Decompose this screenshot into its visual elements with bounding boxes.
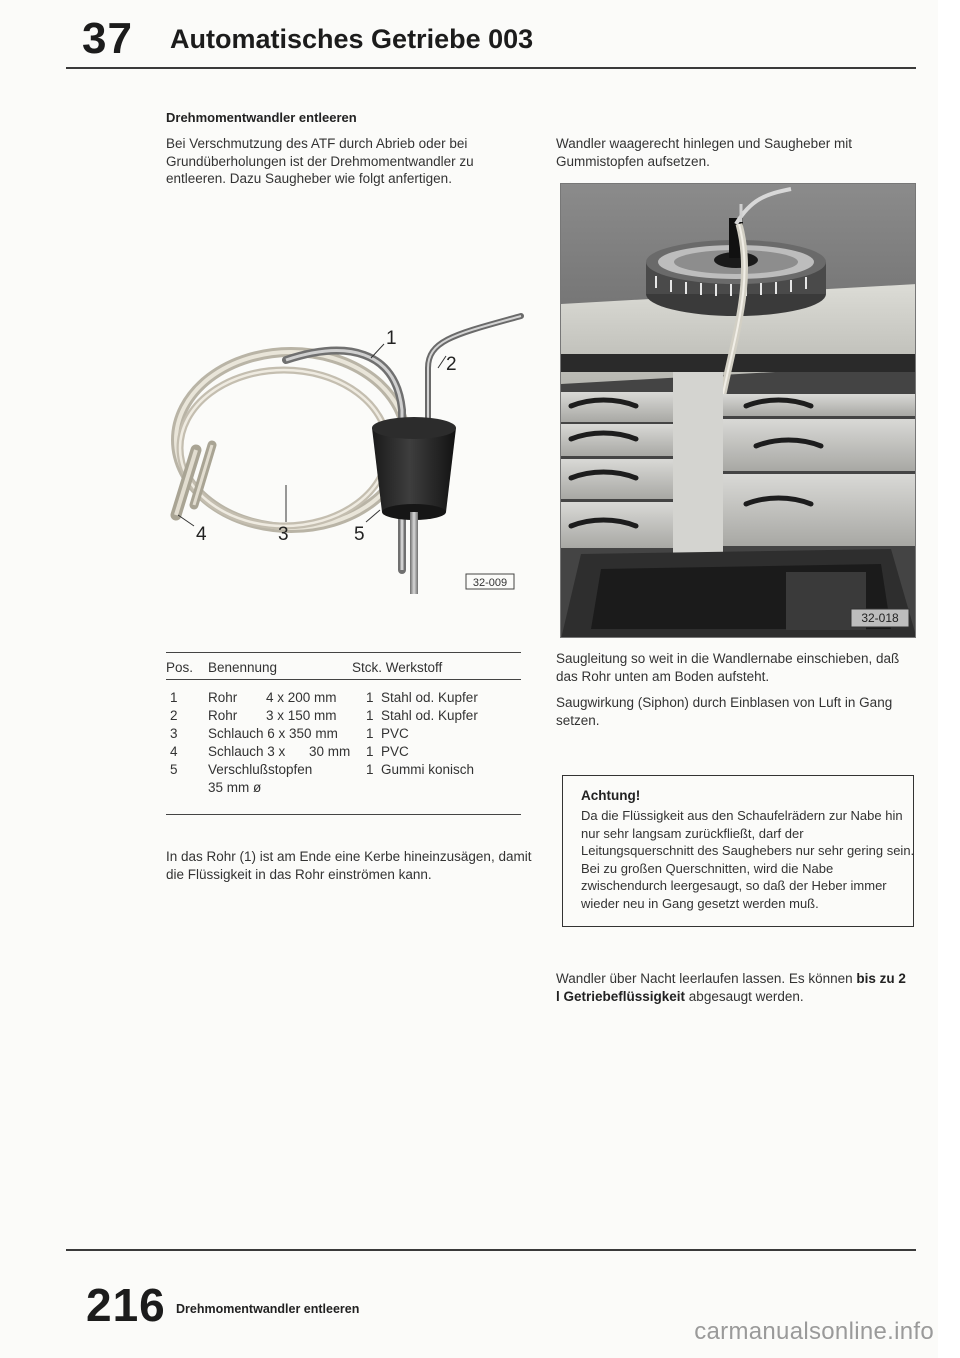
table-row: [166, 690, 521, 707]
table-header-pos: Pos.: [166, 660, 194, 675]
row-dim: 4 x 200 mm: [266, 690, 337, 705]
row-qty: 1: [366, 762, 374, 777]
row-name: Verschlußstopfen: [208, 762, 313, 777]
hose-loop: [176, 352, 406, 528]
intro-paragraph: Bei Verschmutzung des ATF durch Abrieb oder bei Grundüberholungen ist der Drehmomentwandler zu entleeren. Dazu Saugheber wie folgt anfertigen.: [166, 136, 474, 186]
row-material: PVC: [381, 726, 409, 741]
right-paragraph-1: Wandler waagerecht hinlegen und Saugheber mit Gummistopfen aufsetzen.: [556, 136, 852, 169]
row-pos: 4: [170, 744, 178, 759]
figure1-code: 32-009: [472, 577, 508, 589]
callout-3: 3: [278, 524, 289, 545]
footer-title: Drehmomentwandler entleeren: [176, 1302, 360, 1316]
right-paragraph-4-pre: Wandler über Nacht leerlaufen lassen. Es können: [556, 971, 857, 986]
row-qty: 1: [366, 726, 374, 741]
table-row: [166, 762, 521, 779]
notch-paragraph: In das Rohr (1) ist am Ende eine Kerbe hineinzusägen, damit die Flüssigkeit in das Rohr einströmen kann.: [166, 849, 532, 882]
table-header-qty-material: Stck. Werkstoff: [352, 660, 443, 675]
row-dim: 3 x 150 mm: [266, 708, 337, 723]
callout-4: 4: [196, 524, 207, 545]
callout-2: 2: [446, 354, 457, 375]
row-name: Rohr: [208, 708, 238, 723]
row-name: Schlauch 3 x: [208, 744, 286, 759]
row-qty: 1: [366, 708, 374, 723]
row-material: Stahl od. Kupfer: [381, 708, 478, 723]
row-pos: 3: [170, 726, 178, 741]
bent-pipe: [428, 316, 521, 430]
row-qty: 1: [366, 690, 374, 705]
right-paragraph-2: Saugleitung so weit in die Wandlernabe einschieben, daß das Rohr unten am Boden aufsteht.: [556, 651, 900, 684]
siphon-figure: [166, 300, 528, 600]
row-name: Rohr: [208, 690, 238, 705]
warning-title: Achtung!: [581, 788, 641, 803]
watermark: carmanualsonline.info: [694, 1318, 934, 1345]
table-row-sub: [166, 780, 521, 797]
row-name: Schlauch 6 x 350 mm: [208, 726, 338, 741]
warning-box: [562, 775, 914, 927]
rubber-stopper: [372, 417, 456, 594]
table-top-rule: [166, 652, 521, 653]
table-row: [166, 744, 521, 761]
chapter-title: Automatisches Getriebe 003: [170, 24, 534, 54]
right-paragraph-3: Saugwirkung (Siphon) durch Einblasen von Luft in Gang setzen.: [556, 695, 893, 728]
warning-body: Da die Flüssigkeit aus den Schaufelrädern zur Nabe hin nur sehr langsam zurückfließt, darf der Leitungsquerschnitt des Saughebers nur sehr gering sein. Bei zu großen Querschnitten, wird die Nabe zwischendurch leergesaugt, so daß der Heber immer wieder neu in Gang gesetzt werden muß.: [581, 808, 915, 911]
row-material: Stahl od. Kupfer: [381, 690, 478, 705]
table-header-name: Benennung: [208, 660, 278, 675]
row-dim: 30 mm: [309, 744, 351, 759]
right-paragraph-4-bold: bis zu 2 l Getriebeflüssigkeit: [556, 971, 906, 1004]
footer-rule: [66, 1249, 916, 1251]
right-paragraph-4-post: abgesaugt werden.: [685, 988, 804, 1004]
row-sub-dim: 35 mm ø: [208, 780, 262, 795]
page-number: 216: [86, 1279, 166, 1331]
table-header-rule: [166, 679, 521, 680]
table-bottom-rule: [166, 814, 521, 815]
page-edge: [938, 0, 960, 1358]
callout-5: 5: [354, 524, 365, 545]
callout-1: 1: [386, 328, 397, 349]
row-material: Gummi konisch: [381, 762, 475, 777]
converter-photo: [560, 183, 916, 638]
right-paragraph-4: [556, 970, 906, 1005]
row-qty: 1: [366, 744, 374, 759]
section-title: Drehmomentwandler entleeren: [166, 110, 357, 125]
row-pos: 5: [170, 762, 178, 777]
table-row: [166, 708, 521, 725]
row-material: PVC: [381, 744, 409, 759]
header-rule: [66, 67, 916, 69]
converter-photo-art: [561, 184, 916, 638]
row-pos: 1: [170, 690, 178, 705]
chapter-number: 37: [82, 14, 133, 63]
row-pos: 2: [170, 708, 178, 723]
table-row: [166, 726, 521, 743]
figure2-code: 32-018: [861, 611, 899, 625]
